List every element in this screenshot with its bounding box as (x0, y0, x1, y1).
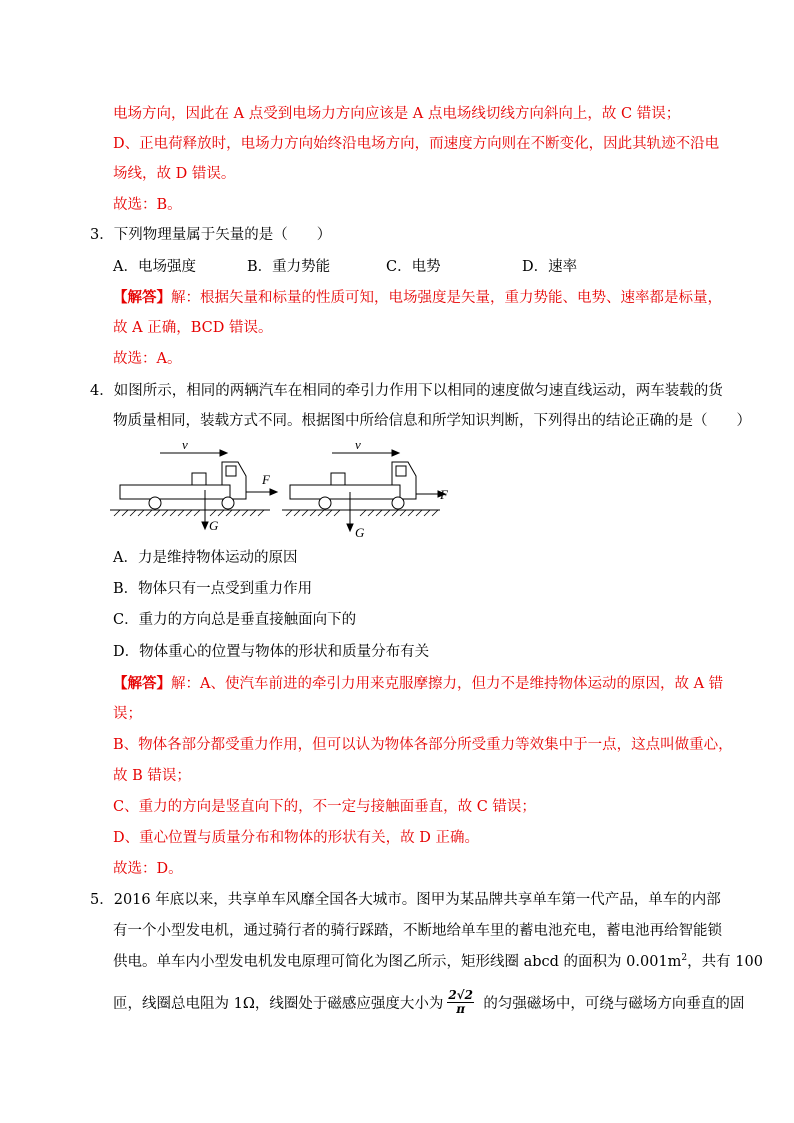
answer-choice: 故选：A。 (113, 351, 182, 367)
answer-tag: 【解答】 (113, 289, 171, 306)
answer-line: 场线，故 D 错误。 (113, 166, 236, 182)
answer-line: D、正电荷释放时，电场力方向始终沿电场方向，而速度方向则在不断变化，因此其轨迹不沿电 (113, 136, 720, 152)
option-d: D．物体重心的位置与物体的形状和质量分布有关 (113, 644, 430, 660)
answer-line: 故 B 错误； (113, 768, 191, 784)
answer-line (113, 673, 723, 695)
trucks-figure (110, 440, 450, 540)
superscript: 2 (681, 953, 688, 964)
fraction-numerator: 2√2 (448, 988, 473, 1002)
answer-line: C、重力的方向是竖直向下的，不一定与接触面垂直，故 C 错误； (113, 799, 536, 815)
fraction (443, 989, 483, 1019)
answer-choice: 故选：D。 (113, 861, 183, 877)
question-5-stem: 有一个小型发电机，通过骑行者的骑行踩踏，不断地给单车里的蓄电池充电，蓄电池再给智能锁 (113, 923, 722, 939)
option-a: A．力是维持物体运动的原因 (113, 550, 298, 566)
text-segment: 供电。单车内小型发电机发电原理可简化为图乙所示，矩形线圈 abcd 的面积为 0.001m (113, 954, 682, 970)
gravity-label-2: G (355, 525, 365, 540)
option-d: D．速率 (522, 259, 578, 275)
velocity-label-1: v (182, 440, 188, 452)
question-5-stem: 5．2016 年底以来，共享单车风靡全国各大城市。图甲为某品牌共享单车第一代产品，单车的内部 (90, 892, 721, 908)
option-a: A．电场强度 (113, 259, 196, 275)
force-label-2: F (440, 487, 448, 502)
answer-text: 解：根据矢量和标量的性质可知，电场强度是矢量，重力势能、电势、速率都是标量， (171, 290, 722, 306)
answer-line: 误； (113, 706, 142, 722)
question-3-stem: 3．下列物理量属于矢量的是（ ） (90, 227, 332, 243)
question-5-stem (113, 989, 744, 1019)
fraction-denominator: π (456, 1002, 466, 1016)
option-b: B．重力势能 (247, 259, 331, 275)
answer-line (113, 287, 722, 309)
question-5-stem (113, 951, 763, 973)
gravity-label-1: G (209, 518, 219, 533)
option-b: B．物体只有一点受到重力作用 (113, 581, 313, 597)
answer-tag: 【解答】 (113, 675, 171, 692)
answer-line: 故 A 正确，BCD 错误。 (113, 320, 273, 336)
question-4-stem: 4．如图所示，相同的两辆汽车在相同的牵引力作用下以相同的速度做匀速直线运动，两车装载的货 (90, 383, 723, 399)
force-label-1: F (262, 472, 270, 487)
option-c: C．电势 (386, 259, 441, 275)
answer-line: 电场方向，因此在 A 点受到电场力方向应该是 A 点电场线切线方向斜向上，故 C 错误； (113, 106, 681, 122)
text-segment: ，共有 100 (687, 954, 763, 970)
question-4-stem: 物质量相同，装载方式不同。根据图中所给信息和所学知识判断，下列得出的结论正确的是（ ） (113, 413, 751, 429)
text-segment: 匝，线圈总电阻为 1Ω，线圈处于磁感应强度大小为 (113, 996, 444, 1012)
answer-line: B、物体各部分都受重力作用，但可以认为物体各部分所受重力等效集中于一点，这点叫做重心， (113, 737, 733, 753)
text-segment: 的匀强磁场中，可绕与磁场方向垂直的固 (483, 996, 745, 1012)
answer-choice: 故选：B。 (113, 197, 182, 213)
answer-text: 解：A、使汽车前进的牵引力用来克服摩擦力，但力不是维持物体运动的原因，故 A 错 (171, 676, 724, 692)
velocity-label-2: v (355, 440, 361, 452)
answer-line: D、重心位置与质量分布和物体的形状有关，故 D 正确。 (113, 830, 479, 846)
option-c: C．重力的方向总是垂直接触面向下的 (113, 612, 357, 628)
